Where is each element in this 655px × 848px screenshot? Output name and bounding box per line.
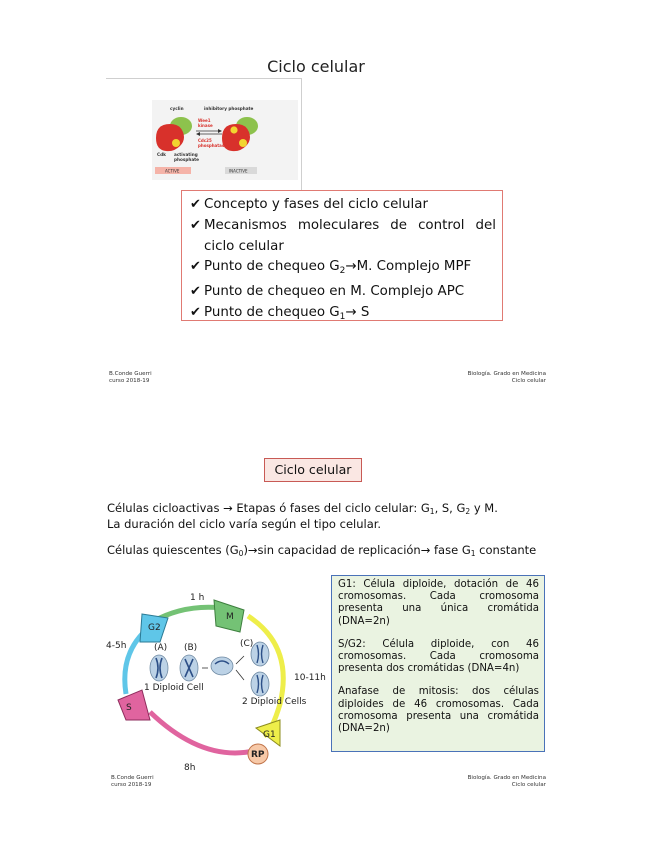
slide2-title: Ciclo celular (264, 458, 362, 482)
svg-text:phosphate: phosphate (174, 157, 199, 162)
check-icon: ✔ (190, 304, 201, 320)
quiescent-cells-text: Células quiescentes $(G_0)\to\sin$ capacidad de replicación→ fase $G_1$ constante (107, 543, 537, 558)
rp-label: RP (251, 750, 265, 760)
duration-g2: 4-5h (106, 641, 127, 651)
topic-text: Punto de chequeo $G_2\to M$. Complejo MPF (204, 259, 472, 277)
slide1-title: Ciclo celular (267, 57, 365, 76)
slide1-footer-author: B.Conde Guerri curso 2018-19 (109, 371, 152, 384)
svg-text:Wee1: Wee1 (198, 118, 211, 123)
topic-text: Punto de chequeo en M. Complejo APC (204, 284, 465, 300)
cdk-cyclin-figure (152, 100, 298, 180)
svg-text:(B): (B) (184, 643, 198, 653)
topic-text: Mecanismos moleculares de control del ciclo celular (204, 217, 496, 254)
svg-text:1 Diploid Cell: 1 Diploid Cell (144, 683, 204, 693)
svg-text:cyclin: cyclin (170, 106, 184, 111)
svg-text:Cdk: Cdk (157, 152, 166, 157)
slide2-footer-author: B.Conde Guerri curso 2018-19 (111, 775, 154, 788)
topic-item (190, 257, 496, 282)
slide2-footer-course: Biología. Grado en Medicina Ciclo celular (467, 775, 546, 788)
check-icon: ✔ (190, 197, 201, 212)
phase-g2-label: G2 (148, 623, 161, 633)
svg-text:INACTIVE: INACTIVE (229, 168, 248, 174)
cell-cycle-diagram (104, 586, 330, 776)
cycling-cells-text: Células cicloactivas → Etapas ó fases del ciclo celular: $G_1$, S, $G_2$ y M. (107, 501, 498, 516)
topic-text: Concepto y fases del ciclo celular (204, 197, 428, 212)
svg-text:inhibitory phosphate: inhibitory phosphate (204, 106, 254, 111)
svg-text:kinase: kinase (198, 123, 213, 128)
duration-s: 8h (184, 763, 196, 773)
check-icon: ✔ (190, 284, 201, 300)
svg-text:2 Diploid Cells: 2 Diploid Cells (242, 697, 307, 707)
svg-text:phosphatase: phosphatase (198, 143, 227, 148)
duration-text: La duración del ciclo varía según el tipo celular. (107, 517, 382, 531)
svg-text:Cdc25: Cdc25 (198, 138, 212, 143)
check-icon: ✔ (190, 259, 201, 275)
cdk-cyclin-illustration (152, 100, 298, 180)
duration-m: 1 h (190, 593, 205, 603)
slide1-footer-course: Biología. Grado en Medicina Ciclo celular (467, 371, 546, 384)
topic-item (190, 303, 496, 328)
topic-item (190, 216, 496, 258)
check-icon: ✔ (190, 217, 201, 233)
svg-text:(A): (A) (154, 643, 168, 653)
phase-s-label: S (126, 703, 132, 713)
phase-g1-label: G1 (263, 730, 276, 740)
phase-m-label: M (226, 612, 234, 622)
svg-text:(C): (C) (240, 639, 254, 649)
svg-text:ACTIVE: ACTIVE (165, 168, 180, 174)
info-s-g2: S/G2: Célula diploide, con 46 cromosomas. Cada cromosoma presenta dos cromátidas (DNA=4n) (338, 638, 539, 675)
topic-text: Punto de chequeo $G_1\to S$ (204, 304, 370, 322)
info-g1: G1: Célula diploide, dotación de 46 cromosomas. Cada cromosoma presenta una única cromátida (DNA=2n) (338, 579, 539, 627)
duration-g1: 10-11h (294, 673, 326, 683)
topic-item (190, 282, 496, 303)
info-anaphase: Anafase de mitosis: dos células diploides de 46 cromosomas. Cada cromosoma presenta una cromátida (DNA=2n) (338, 686, 539, 735)
topic-item (190, 195, 496, 216)
topics-list (181, 190, 503, 321)
chromosome-info-box (331, 575, 545, 752)
svg-text:activating: activating (174, 152, 198, 157)
